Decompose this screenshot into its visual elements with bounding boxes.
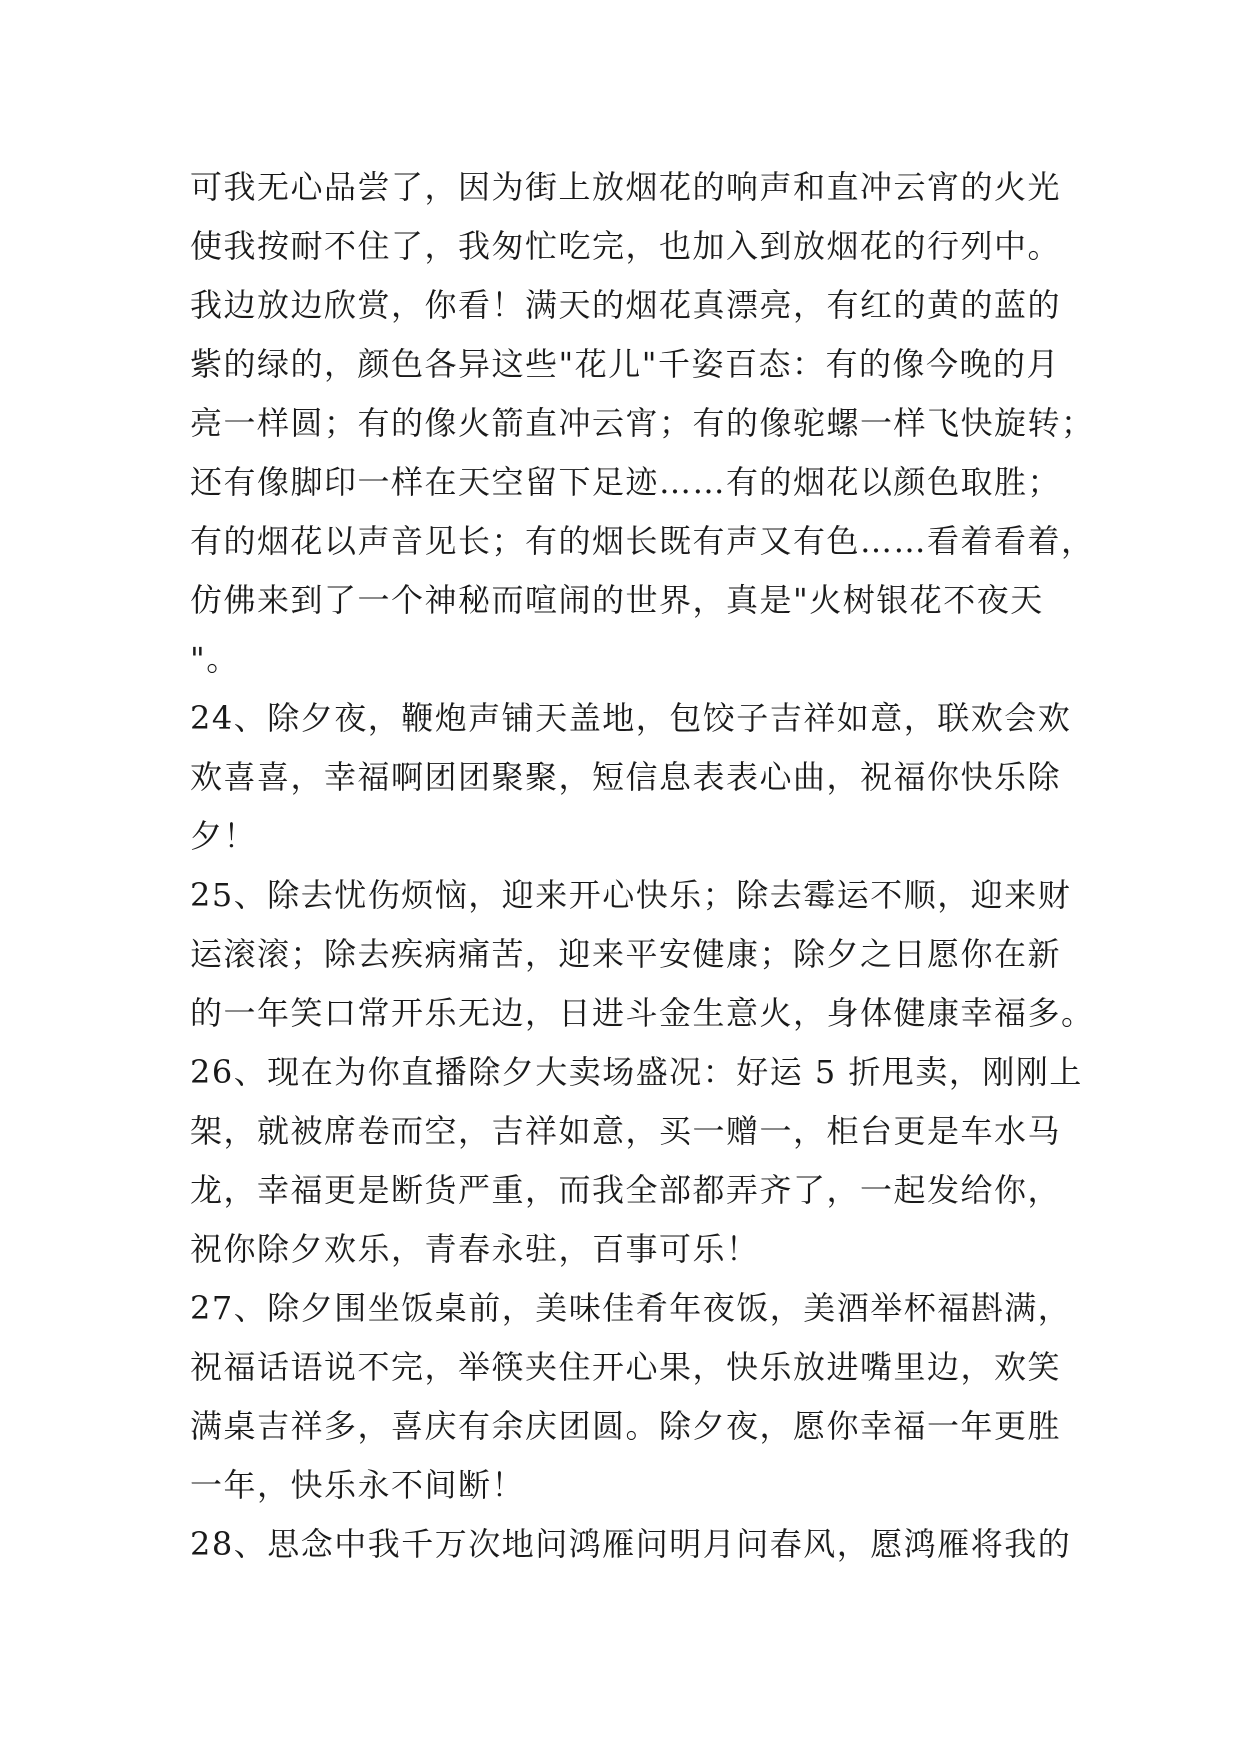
text-line: 的一年笑口常开乐无边，日进斗金生意火，身体健康幸福多。: [190, 994, 1095, 1032]
text-line: 使我按耐不住了，我匆忙吃完，也加入到放烟花的行列中。: [190, 227, 1062, 265]
text-line: 仿佛来到了一个神秘而喧闹的世界，真是"火树银花不夜天: [190, 581, 1044, 619]
text-line: 还有像脚印一样在天空留下足迹……有的烟花以颜色取胜；: [190, 463, 1062, 501]
text-line: 24、除夕夜，鞭炮声铺天盖地，包饺子吉祥如意，联欢会欢: [190, 699, 1072, 737]
text-line: 26、现在为你直播除夕大卖场盛况：好运 5 折甩卖，刚刚上: [190, 1053, 1083, 1091]
text-line: 亮一样圆；有的像火箭直冲云宵；有的像驼螺一样飞快旋转；: [190, 404, 1095, 442]
text-line: 一年，快乐永不间断！: [190, 1466, 526, 1504]
text-line: 祝福话语说不完，举筷夹住开心果，快乐放进嘴里边，欢笑: [190, 1348, 1062, 1386]
text-line: 夕！: [190, 817, 258, 855]
text-line: 28、思念中我千万次地问鸿雁问明月问春风，愿鸿雁将我的: [190, 1525, 1072, 1563]
text-line: 祝你除夕欢乐，青春永驻，百事可乐！: [190, 1230, 760, 1268]
text-line: 欢喜喜，幸福啊团团聚聚，短信息表表心曲，祝福你快乐除: [190, 758, 1062, 796]
text-line: 运滚滚；除去疾病痛苦，迎来平安健康；除夕之日愿你在新: [190, 935, 1062, 973]
text-line: 架，就被席卷而空，吉祥如意，买一赠一，柜台更是车水马: [190, 1112, 1062, 1150]
text-line: 27、除夕围坐饭桌前，美味佳肴年夜饭，美酒举杯福斟满，: [190, 1289, 1072, 1327]
body-text: [190, 158, 1095, 1574]
text-line: 有的烟花以声音见长；有的烟长既有声又有色……看着看着，: [190, 522, 1095, 560]
text-line: 龙，幸福更是断货严重，而我全部都弄齐了，一起发给你，: [190, 1171, 1062, 1209]
text-line: "。: [190, 640, 240, 678]
text-line: 满桌吉祥多，喜庆有余庆团圆。除夕夜，愿你幸福一年更胜: [190, 1407, 1062, 1445]
text-line: 可我无心品尝了，因为街上放烟花的响声和直冲云宵的火光: [190, 168, 1062, 206]
text-line: 紫的绿的，颜色各异这些"花儿"千姿百态：有的像今晚的月: [190, 345, 1060, 383]
text-line: 我边放边欣赏，你看！满天的烟花真漂亮，有红的黄的蓝的: [190, 286, 1062, 324]
text-line: 25、除去忧伤烦恼，迎来开心快乐；除去霉运不顺，迎来财: [190, 876, 1072, 914]
